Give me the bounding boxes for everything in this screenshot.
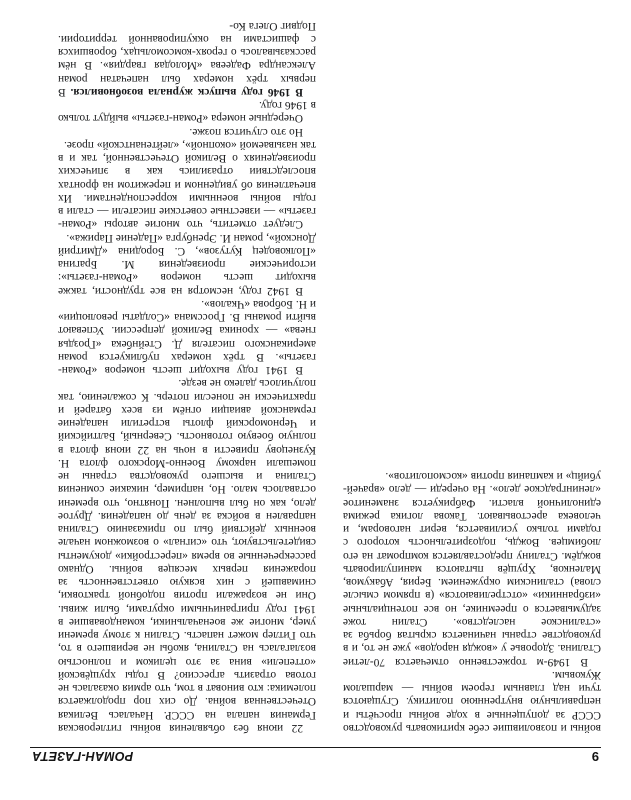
column-right (58, 19, 316, 735)
paragraph: войны и позволившие себе критиковать руководство СССР за допущенные в ходе войны просчёты и неправильную внутреннюю политику. Сгущаются тучи над главным героем войны — маршалом Жуковым. (343, 669, 601, 734)
column-left (343, 469, 601, 734)
bold-lead-sentence: В 1946 году выпуск журнала возобновился. (70, 86, 303, 98)
paragraph: В 1941 году выходит шесть номеров «Роман-газеты». В трёх номерах публикуется роман американского писателя Д. Стейнбека «Гроздья гнева» — хроника Великой депрессии. Успевают выйти романы В. Гроссмана «Солдаты революции» и Н. Бобровa «Чкалов». (58, 298, 316, 377)
magazine-masthead: РОМАН-ГАЗЕТА (32, 749, 134, 764)
paragraph: Очередные номера «Роман-газеты» выйдут только в 1946 году. (58, 99, 316, 125)
paragraph-with-bold-lead (58, 19, 316, 99)
paragraph: В 1942 году, несмотря на все трудности, также выходит шесть номеров «Роман-газеты»: исторические произведения М. Брагина «Полководец Кутузов», С. Бородина «Дмитрий Донской», роман И. Эренбурга «Падение Парижа». (58, 231, 316, 297)
paragraph-remainder: В первых трёх номерах был напечатан роман Александра Фадеева «Молодая гвардия». В нём рассказывалось о героях-комсомольцах, боровшихся с фашистами на оккупированной территории. Подвиг Олега Ко- (57, 19, 316, 98)
page-number: 9 (591, 749, 599, 764)
paragraph: Но это случится позже. (189, 125, 303, 138)
running-head (30, 747, 601, 774)
paragraph: Следует отметить, что многие авторы «Роман-газеты» — известные советские писатели — стали в годы войны военными корреспондентами. Их впечатления об увиденном и пережитом на фронтах впоследствии отразились как в эпических произведениях о Великой Отечественной, так и в так называемой «окопной», «лейтенантской» прозе. (58, 139, 316, 231)
paragraph: 22 июня без объявления войны гитлеровская Германия напала на СССР. Началась Великая Отечественная война. До сих пор продолжается полемика: кто виноват в том, что армия оказалась не готова отразить агрессию? В годы хрущёвской «оттепели» вина за это целиком и полностью возлагалась на Сталина, якобы не верившего в то, что Гитлер может напасть. Сталин к этому времени умер, многие же военачальники, командовавшие в 1941 году приграничными округами, были живы. Они не возражали против подобной трактовки, снимавшей с них всякую ответственность за поражения первых месяцев войны. Однако рассекреченные во время «перестройки» документы свидетельствуют, что «сигнал» о возможном начале военных действий был по приказанию Сталина направлен в войска за день до нападения. Другое дело, как он был выполнен. Понятно, что времени оставалось мало. Но, например, никакие сомнения Сталина и высшего руководства страны не помешали наркому Военно-Морского флота Н. Кузнецову привести в ночь на 22 июня флота в полную боевую готовность. Северный, Балтийский и Черноморский флоты встретили нападение германской авиации огнём из всех батарей и практически не понесли потерь. К сожалению, так получилось далеко не везде. (58, 377, 316, 734)
paragraph: В 1949-м торжественно отмечается 70-летие Сталина. Здоровье у «вождя народов» уже не то, и в руководстве страны начинается скрытая борьба за «сталинское наследство». Сталин тоже задумывается о преемнике, но все потенциальные «избранники» «отстреливаются» (в прямом смысле слова) сталинским окружением. Берия, Абакумов, Маленков, Хрущёв пытаются манипулировать вождём. Сталину предоставляется компромат на его любимцев. Вождь, подозрительность которого с годами только усиливается, верит наговорам, и человека арестовывают. Такова логика режима единоличной власти. Фабрикуется знаменитое «ленинградское дело». На очереди — дело «врачей-убийц» и кампания против «космополитов». (343, 470, 601, 668)
two-column-body (30, 19, 601, 735)
